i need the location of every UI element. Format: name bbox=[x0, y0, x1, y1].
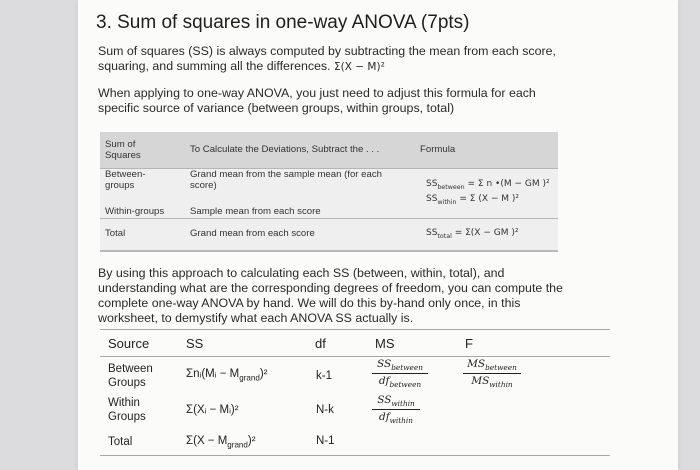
approach-paragraph: By using this approach to calculating each SS (between, within, total), and understanding what are the corresponding degrees of freedom, you can compute the complete one-way ANOVA by hand. We will do this by-hand only once, in this worksheet, to demystify what each ANOVA SS actually is. bbox=[98, 266, 563, 325]
header-ms: MS bbox=[375, 336, 395, 351]
intro-formula: Σ(X − M)² bbox=[334, 61, 385, 73]
row-within-subtract: Sample mean from each score bbox=[190, 206, 321, 217]
header-ss: SS bbox=[186, 336, 204, 351]
source-within: Within Groups bbox=[108, 397, 146, 423]
source-total: Total bbox=[108, 436, 133, 448]
f-fraction: $MS_{between}$ $MS_{within}$ bbox=[463, 358, 521, 389]
row-total-name: Total bbox=[105, 228, 126, 239]
intro-paragraph bbox=[98, 44, 598, 75]
header-source: Source bbox=[108, 336, 150, 351]
row-within-name: Within-groups bbox=[105, 206, 165, 217]
df-within: N-k bbox=[316, 404, 334, 416]
ss-total: $\Sigma(X - M_{grand})^2$ bbox=[186, 435, 256, 450]
table-divider bbox=[100, 218, 558, 219]
formula-between: $SS_{between} = \Sigma$ n •(M − GM )² bbox=[426, 179, 550, 191]
table-divider bbox=[100, 329, 610, 330]
question-title: 3. Sum of squares in one-way ANOVA (7pts) bbox=[96, 12, 470, 33]
source-between: Between Groups bbox=[108, 363, 153, 389]
table-divider bbox=[100, 455, 610, 456]
formula-within: $SS_{within} = \Sigma$ (X − M )² bbox=[426, 194, 520, 206]
row-between-subtract: Grand mean from the sample mean (for each score) bbox=[190, 169, 382, 191]
apply-paragraph: When applying to one-way ANOVA, you just need to adjust this formula for each specific source of variance (between groups, within groups, total) bbox=[98, 86, 536, 115]
header-f: F bbox=[465, 336, 473, 351]
formula-total: $SS_{total} = \Sigma(X$ − GM )² bbox=[426, 228, 519, 240]
df-total: N-1 bbox=[316, 435, 335, 447]
worksheet-page bbox=[78, 0, 678, 470]
table-divider bbox=[100, 356, 610, 357]
header-subtract: To Calculate the Deviations, Subtract the . . . bbox=[190, 144, 380, 155]
deviations-table bbox=[100, 132, 558, 252]
ms-within-fraction: $SS_{within}$ $df_{within}$ bbox=[372, 394, 420, 425]
ms-between-fraction: $SS_{between}$ $df_{between}$ bbox=[372, 358, 428, 389]
row-total-subtract: Grand mean from each score bbox=[190, 228, 315, 239]
ss-within: Σ(Xᵢ − Mᵢ)² bbox=[186, 404, 239, 416]
intro-text: Sum of squares (SS) is always computed by subtracting the mean from each score, squaring, and summing all the differences. bbox=[98, 44, 556, 73]
header-formula: Formula bbox=[420, 144, 456, 155]
df-between: k-1 bbox=[316, 370, 332, 382]
row-between-name: Between-groups bbox=[105, 169, 146, 191]
header-df: df bbox=[315, 336, 326, 351]
ss-between: Σnᵢ(Mᵢ − $M_{grand})^2$ bbox=[186, 368, 268, 383]
anova-table bbox=[100, 326, 610, 458]
header-sum-of-squares: Sum of Squares bbox=[105, 139, 141, 161]
